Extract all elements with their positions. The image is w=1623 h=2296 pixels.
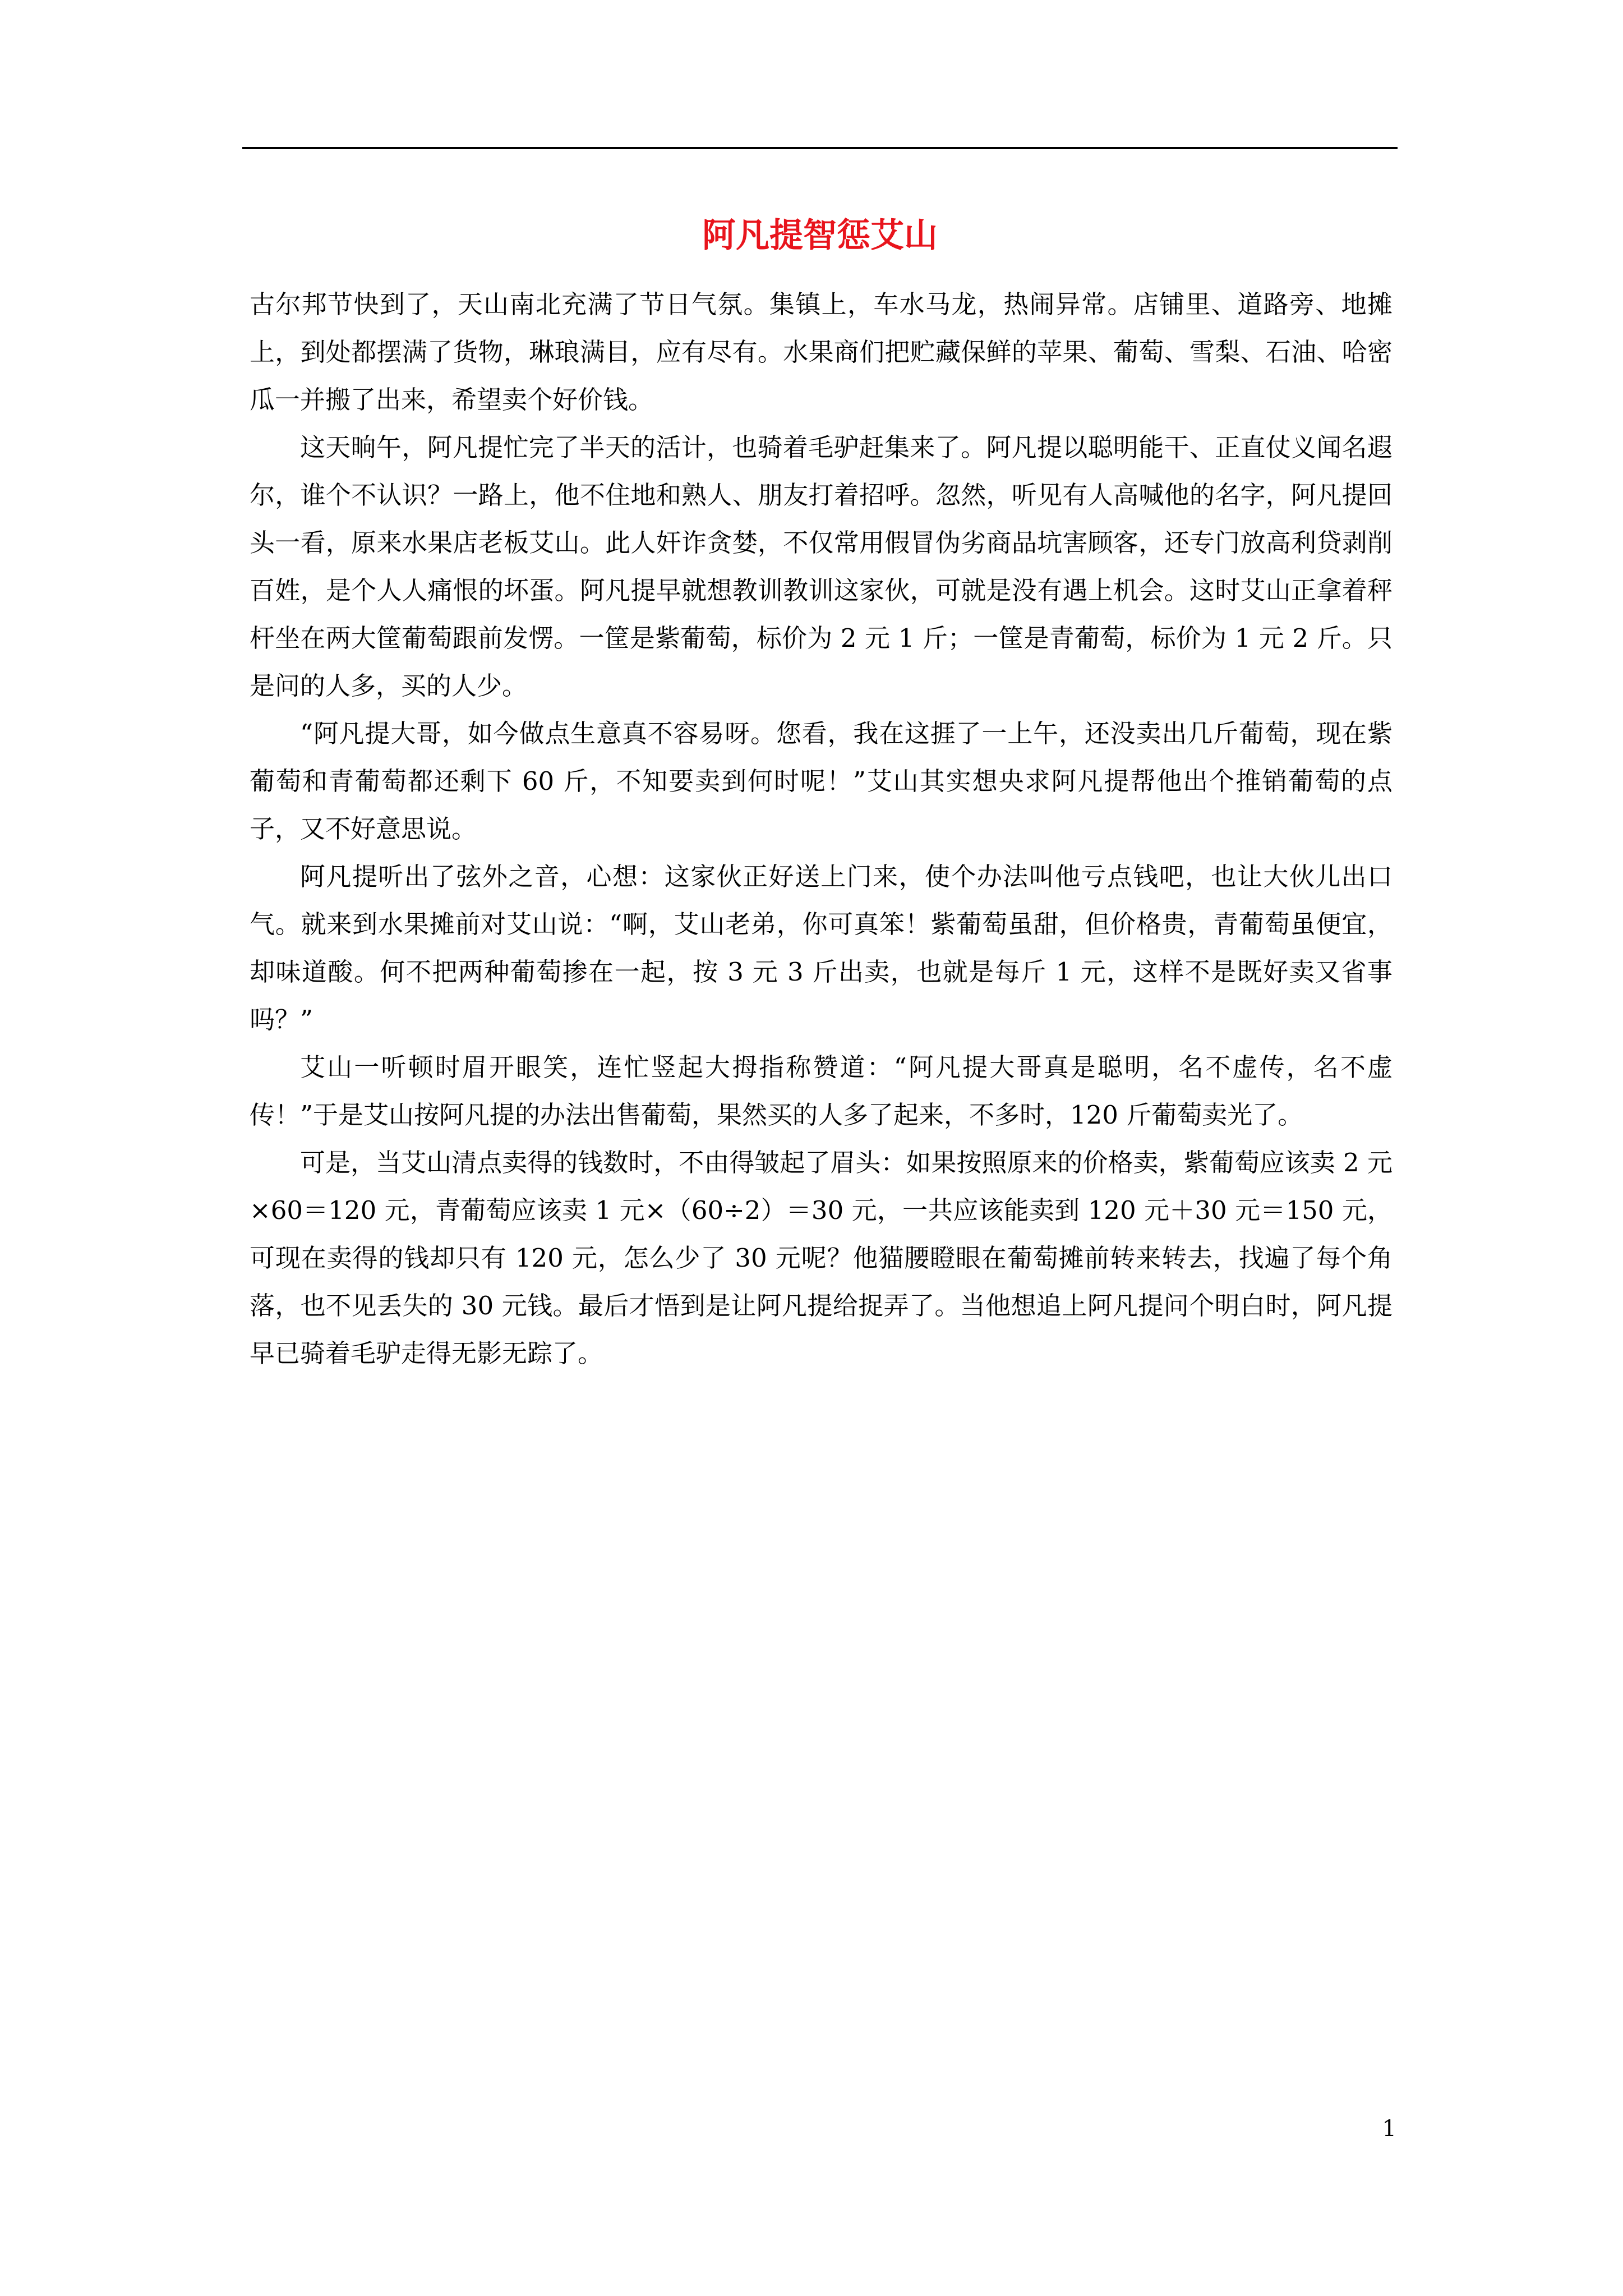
header-rule [242,147,1398,149]
paragraph-1: 古尔邦节快到了，天山南北充满了节日气氛。集镇上，车水马龙，热闹异常。店铺里、道路旁、地摊上，到处都摆满了货物，琳琅满目，应有尽有。水果商们把贮藏保鲜的苹果、葡萄、雪梨、石油、哈密瓜一并搬了出来，希望卖个好价钱。 [250,289,1393,415]
paragraph-5: 艾山一听顿时眉开眼笑，连忙竖起大拇指称赞道：“阿凡提大哥真是聪明，名不虚传，名不虚传！”于是艾山按阿凡提的办法出售葡萄，果然买的人多了起来，不多时，120 斤葡萄卖光了。 [250,1052,1393,1130]
paragraph-6: 可是，当艾山清点卖得的钱数时，不由得皱起了眉头：如果按照原来的价格卖，紫葡萄应该卖 2 元×60＝120 元，青葡萄应该卖 1 元×（60÷2）＝30 元，一共应该能卖到 120 元＋30 元＝150 元，可现在卖得的钱却只有 120 元，怎么少了 30 元呢？他猫腰瞪眼在葡萄摊前转来转去，找遍了每个角落，也不见丢失的 30 元钱。最后才悟到是让阿凡提给捉弄了。当他想追上阿凡提问个明白时，阿凡提早已骑着毛驴走得无影无踪了。 [250,1148,1393,1368]
document-body [250,280,1393,1377]
paragraph-3: “阿凡提大哥，如今做点生意真不容易呀。您看，我在这捱了一上午，还没卖出几斤葡萄，现在紫葡萄和青葡萄都还剩下 60 斤，不知要卖到何时呢！”艾山其实想央求阿凡提帮他出个推销葡萄的点子，又不好意思说。 [250,719,1393,844]
paragraph-2: 这天晌午，阿凡提忙完了半天的活计，也骑着毛驴赶集来了。阿凡提以聪明能干、正直仗义闻名遐尔，谁个不认识？一路上，他不住地和熟人、朋友打着招呼。忽然，听见有人高喊他的名字，阿凡提回头一看，原来水果店老板艾山。此人奸诈贪婪，不仅常用假冒伪劣商品坑害顾客，还专门放高利贷剥削百姓，是个人人痛恨的坏蛋。阿凡提早就想教训教训这家伙，可就是没有遇上机会。这时艾山正拿着秤杆坐在两大筐葡萄跟前发愣。一筐是紫葡萄，标价为 2 元 1 斤；一筐是青葡萄，标价为 1 元 2 斤。只是问的人多，买的人少。 [250,432,1393,701]
paragraph-4: 阿凡提听出了弦外之音，心想：这家伙正好送上门来，使个办法叫他亏点钱吧，也让大伙儿出口气。就来到水果摊前对艾山说：“啊，艾山老弟，你可真笨！紫葡萄虽甜，但价格贵，青葡萄虽便宜，却味道酸。何不把两种葡萄掺在一起，按 3 元 3 斤出卖，也就是每斤 1 元，这样不是既好卖又省事吗？” [250,862,1393,1034]
page-number: 1 [1382,2116,1396,2142]
document-title: 阿凡提智惩艾山 [702,216,938,255]
